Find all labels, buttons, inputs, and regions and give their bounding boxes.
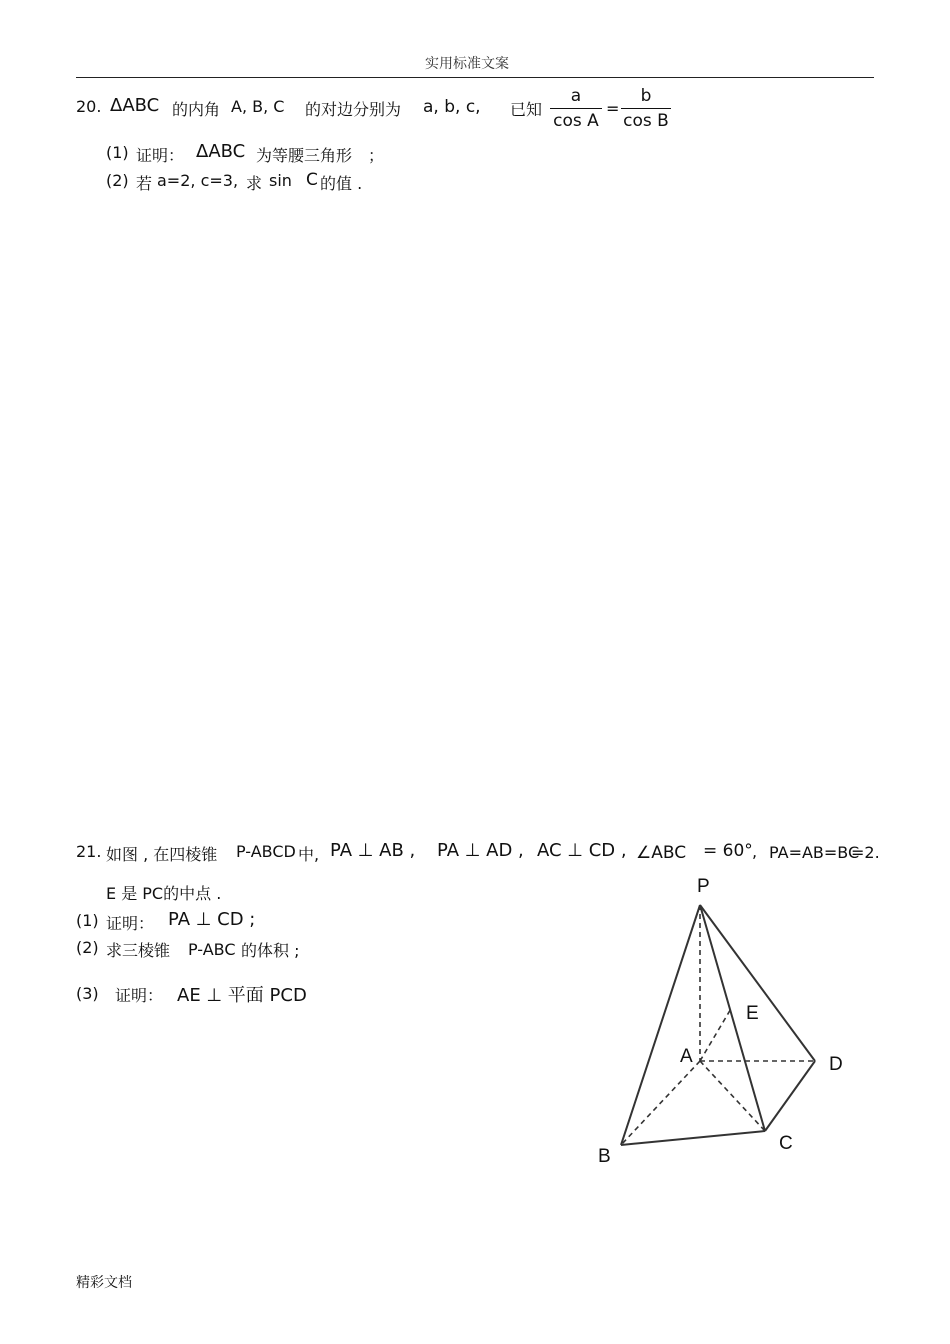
label-A: A [680,1046,693,1067]
q20-triangle: ΔABC [110,95,160,116]
page-footer: 精彩文档 [76,1275,132,1291]
q20-part2-end: 的值 . [320,174,363,193]
q21-condition2: PA ⊥ AD , [437,840,524,861]
edge-CD [765,1061,815,1131]
label-C: C [779,1133,793,1154]
q20-part1-label: (1) [106,143,129,162]
label-B: B [598,1146,611,1167]
q21-part1-label: (1) [76,911,99,930]
q20-sides: a, b, c, [423,97,481,117]
q20-part2-label: (2) [106,171,129,190]
q20-text1: 的内角 [172,100,221,119]
q21-angle-value: = 60° [703,841,753,861]
frac1-denominator: cos A [553,111,599,131]
q21-part3-expr: AE ⊥ 平面 PCD [177,985,307,1006]
q21-number: 21. [76,842,102,861]
edge-PB [621,905,700,1145]
frac2-denominator: cos B [623,111,669,131]
q20-number: 20. [76,97,102,116]
q21-part2-end: 的体积 ; [241,941,300,960]
q21-equal-sides: PA=AB=BC [769,843,860,862]
label-E: E [746,1003,759,1024]
q20-angles: A, B, C [231,97,285,116]
q20-part1-text: 证明： [136,146,185,165]
q21-part3-text: 证明： [115,986,164,1005]
q20-part2-text: 若 [136,174,153,193]
q21-part1-expr: PA ⊥ CD ; [168,909,256,930]
q21-condition3: AC ⊥ CD , [537,840,627,861]
q21-condition1: PA ⊥ AB , [330,840,416,861]
q21-pyramid: P-ABCD [236,842,296,861]
page-header-title: 实用标准文案 [425,56,509,72]
q21-part2-text: 求三棱锥 [106,941,171,960]
q20-equals: = [606,99,620,118]
q20-part1-end: ； [368,146,385,165]
frac2-numerator: b [640,86,652,106]
segment-AE [700,1007,732,1061]
label-D: D [829,1054,843,1075]
label-P: P [697,876,710,897]
q21-part2-expr: P-ABC [188,940,236,959]
q20-part2-c: C [306,170,318,190]
q20-text2: 的对边分别为 [305,100,402,119]
q21-intro: 如图 , 在四棱锥 [106,845,218,864]
edge-BC [621,1131,765,1145]
q21-line2: E 是 PC的中点 . [106,884,222,903]
edge-PD [700,905,815,1061]
q20-part2-condition: a=2, c=3, [157,171,239,190]
q21-comma: , [752,842,758,861]
q21-zhong: 中, [298,845,320,864]
q21-part3-label: (3) [76,984,99,1003]
q20-part1-text2: 为等腰三角形 [256,146,353,165]
frac1-numerator: a [570,86,582,106]
q20-part2-text2: 求 [246,174,263,193]
q20-part1-triangle: ΔABC [196,141,246,162]
q20-part2-sin: sin [269,171,292,190]
q21-tail: =2. [851,843,880,862]
solid-edges [621,905,815,1145]
edge-AB [621,1061,700,1145]
q20-given: 已知 [510,100,543,119]
q21-angle: ∠ABC [636,843,687,863]
q21-part2-label: (2) [76,938,99,957]
hidden-edges [621,905,815,1145]
q21-part1-text: 证明： [106,914,155,933]
